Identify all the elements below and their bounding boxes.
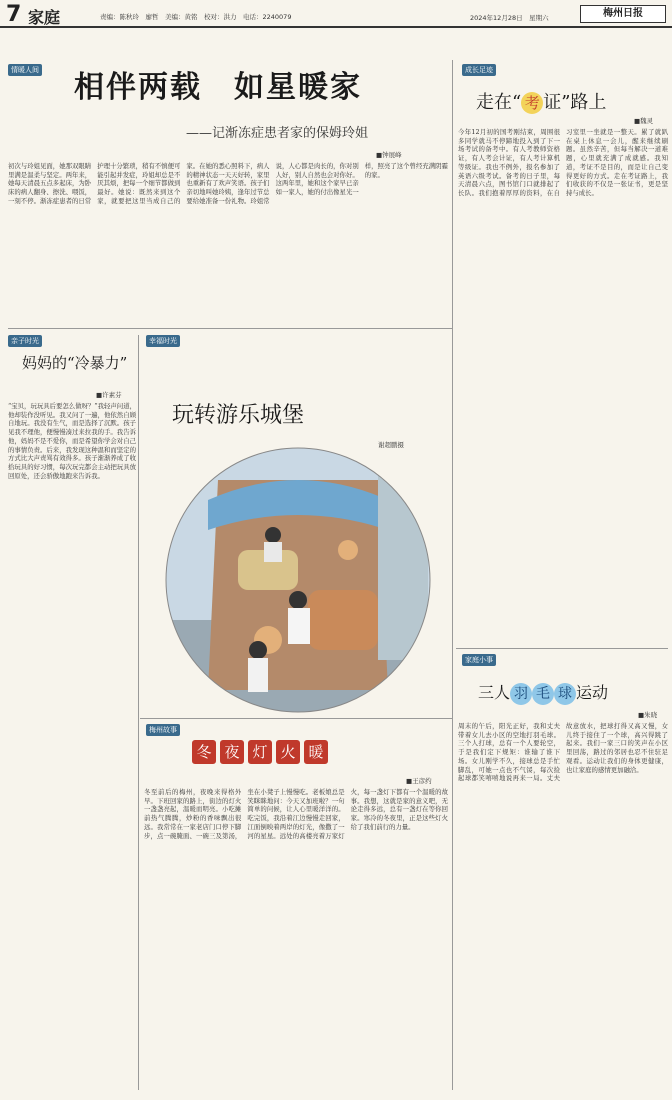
article-title: 玩转游乐城堡 [172,403,305,428]
page-number: 7 [6,2,22,27]
article-body: 初次与玲姐见面，她那双眼睛里满是温柔与坚定。两年来，她每天清晨五点多起床，为卧床的病人翻身、擦洗、喂饭，一刻不停。渐冻症患者的日常护理十分繁琐，稍有不慎便可能引起并发症，玲姐却总是不厌其烦，把每一个细节都做到最好。她说：既然来到这个家，就要把这里当成自己的家。在她的悉心照料下，病人的精神状态一天天好转，家里也重新有了欢声笑语。孩子们亲切地叫她玲姨，逢年过节总要给她准备一份礼物。玲姐常说，人心都是肉长的，你对别人好，别人自然也会对你好。这两年里，她和这个家早已亲如一家人，她的付出像星光一样，照亮了这个曾经充满阴霾的家。 [8,162,448,205]
column-label: 亲子时光 [8,335,42,347]
column-label: 家庭小事 [462,654,496,666]
paper-logo: 梅州日报 [580,5,666,23]
column-label: 情暖人间 [8,64,42,76]
article-author: ■魏灵 [634,117,654,125]
article-title: 走在“ 考 证”路上 [476,92,607,113]
column-label: 幸福时光 [146,335,180,347]
row-divider [140,718,452,719]
bouncy-castle-photo [148,440,448,716]
section-name: 家庭 [28,8,61,27]
article-title: 三人 羽 毛 球 运动 [478,680,608,705]
row-divider [8,328,452,329]
column-label: 成长足迹 [462,64,496,76]
column-label: 梅州故事 [146,724,180,736]
title-char: 火 [276,740,300,764]
issue-date: 2024年12月28日 星期六 [470,14,549,22]
title-char: 冬 [192,740,216,764]
article-body: 冬至前后的梅州，夜晚来得格外早。下班回家的路上，街边的灯火一盏盏亮起，温暖而明亮。小吃摊前热气腾腾，炒粉的香味飘出很远。我常常在一家老店门口停下脚步，点一碗腌面、一碗三及第汤，坐在小凳子上慢慢吃。老板娘总是笑眯眯地问：今天又加班啦？一句简单的问候，让人心里暖洋洋的。吃完饭，我沿着江边慢慢走回家，江面倒映着两岸的灯光，像撒了一河的星星。远处的高楼亮着万家灯火，每一盏灯下都有一个温暖的故事。我想，这就是家的意义吧，无论走得多远，总有一盏灯在等你回家。寒冷的冬夜里，正是这些灯火给了我们前行的力量。 [144,788,448,840]
article-author: ■钟展峰 [376,151,402,159]
title-char: 夜 [220,740,244,764]
column-divider [452,60,453,1090]
article-title: 相伴两载 如星暖家 [74,70,362,105]
article-author: ■许素芬 [96,391,122,399]
column-divider [138,335,139,1090]
editor-credits: 责编：陈秋玲 廖哲 美编：黄铭 校对：洪力 电话：2240079 [100,13,292,21]
article-subtitle: ——记渐冻症患者家的保姆玲姐 [186,126,369,141]
article-title [190,740,330,764]
article-body: 今年12月初的国考刚结束，周围很多同学就马不停蹄地投入到了下一场考试的备考中。有人考教师资格证，有人考会计证，有人考计算机等级证。我也不例外，报名参加了英语六级考试。备考的日子里，每天清晨六点，图书馆门口就排起了长队。我们抱着厚厚的资料，在自习室里一坐就是一整天。累了就趴在桌上休息一会儿，醒来继续刷题。虽然辛苦，但每当解决一道难题，心里就充满了成就感。我知道，考证不是目的，而是让自己变得更好的方式。走在考证路上，我们收获的不仅是一张证书，更是坚持与成长。 [458,128,668,197]
row-divider [456,648,668,649]
photo-credit: 谢超鹏摄 [378,441,404,449]
title-char: 灯 [248,740,272,764]
article-author: ■朱晓 [638,711,658,719]
article-title: 妈妈的“冷暴力” [22,354,128,372]
article-author: ■王彦约 [406,777,432,785]
article-body: “宝贝，玩玩具后要怎么做呀？”我轻声问道，他却装作没听见。我又问了一遍，他依然自顾自地玩。我没有生气，而是选择了沉默。孩子见我不理他，便慢慢凑过来拉我的手。我告诉他，妈妈不是不爱你，而是希望你学会对自己的事情负责。后来，我发现这种温和而坚定的方式比大声责骂有效得多。孩子渐渐养成了收拾玩具的好习惯，每次玩完都会主动把玩具放回原处，还会骄傲地跑来告诉我。 [8,402,136,480]
title-char: 暖 [304,740,328,764]
article-body: 周末的午后，阳光正好，我和丈夫带着女儿去小区的空地打羽毛球。三个人打球，总有一个人要轮空，于是我们定下规矩：谁输了谁下场。女儿刚学不久，接球总是手忙脚乱，可她一点也不气馁，每次捡起球都笑嘻嘻地说再来一局。丈夫故意放水，把球打得又高又慢，女儿终于接住了一个球，高兴得跳了起来。我们一家三口的笑声在小区里回荡，路过的邻居也忍不住驻足观看。运动让我们的身体更健康，也让家庭的感情更加融洽。 [458,722,668,783]
